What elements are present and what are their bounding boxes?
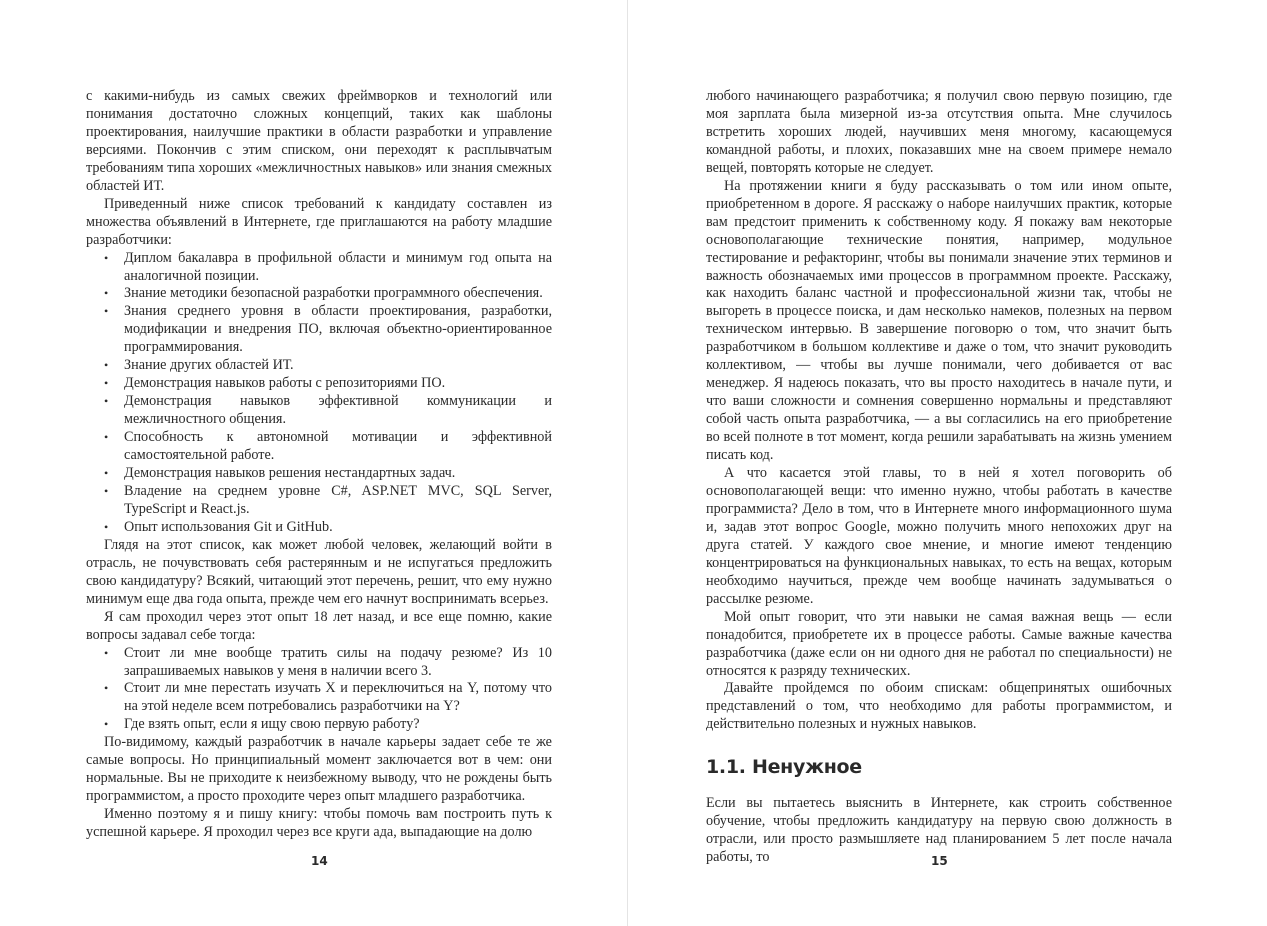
paragraph: с какими-нибудь из самых свежих фреймворков и технологий или понимания достаточно сложных концепций, таких как шаблоны проектирования, наилучшие практики в области разработки и управление версиями. Покончив с этим списком, они переходят к расплывчатым требованиям типа хороших «межличностных навыков» или знания смежных областей ИТ. — [86, 88, 552, 194]
paragraph: Глядя на этот список, как может любой человек, желающий войти в отрасль, не почувствовать себя растерянным и не испугаться предложить свою кандидатуру? Всякий, читающий этот перечень, решит, что ему нужно минимум еще два года опыта, прежде чем его начнут воспринимать всерьез. — [86, 536, 552, 607]
left-page — [0, 0, 628, 926]
list-item: • Владение на среднем уровне C#, ASP.NET MVC, SQL Server, TypeScript и React.js. — [124, 483, 552, 519]
list-item: • Знания среднего уровня в области проектирования, разработки, модификации и внедрения ПО, включая объектно-ориентированное программирования. — [124, 303, 552, 357]
paragraph: Давайте пройдемся по обоим спискам: общепринятых ошибочных представлений о том, что необходимо для работы программистом, и действительно полезных и нужных навыков. — [706, 680, 1172, 733]
page-number: 14 — [311, 854, 328, 868]
questions-list — [86, 645, 552, 735]
paragraph: Именно поэтому я и пишу книгу: чтобы помочь вам построить путь к успешной карьере. Я проходил через все круги ада, выпадающие на долю — [86, 806, 552, 841]
list-item: • Стоит ли мне вообще тратить силы на подачу резюме? Из 10 запрашиваемых навыков у меня в наличии всего 3. — [124, 645, 552, 681]
paragraph: Я сам проходил через этот опыт 18 лет назад, и все еще помню, какие вопросы задавал себе тогда: — [86, 608, 552, 643]
paragraph: Мой опыт говорит, что эти навыки не самая важная вещь — если понадобится, приобретете их в процессе работы. Самые важные качества разработчика (даже если он ни одного дня не работал по специальности) не относятся к разряду технических. — [706, 608, 1172, 679]
paragraph: Если вы пытаетесь выяснить в Интернете, как строить собственное обучение, чтобы предложить кандидатуру на первую свою должность в отрасли, или просто размышляете над планированием 5 лет после начала работы, то — [706, 795, 1172, 866]
list-item: • Знание других областей ИТ. — [124, 357, 552, 375]
list-item: • Диплом бакалавра в профильной области и минимум год опыта на аналогичной позиции. — [124, 250, 552, 286]
list-item: • Где взять опыт, если я ищу свою первую работу? — [124, 716, 552, 734]
paragraph: А что касается этой главы, то в ней я хотел поговорить об основополагающей вещи: что именно нужно, чтобы работать в качестве программиста? Дело в том, что в Интернете много информационного шума и, задав этот вопрос Google, можно получить много непохожих друг на друга статей. У каждого свое мнение, и многие имеют тенденцию концентрироваться на функциональных навыках, то есть на вещах, которым необходимо научиться, прежде чем вообще начинать задумываться о рассылке резюме. — [706, 465, 1172, 607]
paragraph: любого начинающего разработчика; я получил свою первую позицию, где моя зарплата была мизерной из-за отсутствия опыта. Мне случилось встретить хороших людей, научивших меня многому, касающемуся командной работы, и плохих, показавших мне на своем примере немало вещей, повторять которые не следует. — [706, 88, 1172, 176]
list-item: • Знание методики безопасной разработки программного обеспечения. — [124, 285, 552, 303]
page-gutter-divider — [627, 0, 628, 926]
requirements-list — [86, 250, 552, 537]
list-item: • Демонстрация навыков работы с репозиториями ПО. — [124, 375, 552, 393]
list-item: • Демонстрация навыков решения нестандартных задач. — [124, 465, 552, 483]
paragraph: На протяжении книги я буду рассказывать о том или ином опыте, приобретенном в дороге. Я расскажу о наборе наилучших практик, которые вам предстоит применить к собственному коду. Я покажу вам некоторые основополагающие технические понятия, например, модульное тестирование и рефакторинг, чтобы вы понимали значение этих терминов и важность обозначаемых ими процессов в программном проекте. Расскажу, как находить баланс частной и профессиональной жизни так, чтобы не выгореть в процессе поиска, и дам несколько намеков, полезных на первом техническом интервью. В завершение поговорю о том, что значит быть разработчиком в большом коллективе и даже о том, что значит руководить коллективом, — чтобы вы лучше понимали, чего добивается от вас менеджер. Я надеюсь показать, что вы просто находитесь в начале пути, и что ваши сложности и сомнения совершенно нормальны и представляют собой часть опыта разработчика, — а вы согласились на его приобретение во всей полноте в тот момент, когда решили зарабатывать на жизнь умением писать код. — [706, 177, 1172, 464]
list-item: • Стоит ли мне перестать изучать X и переключиться на Y, потому что на этой неделе всем потребовались разработчики на Y? — [124, 680, 552, 716]
right-page-body — [706, 88, 1172, 867]
paragraph: По-видимому, каждый разработчик в начале карьеры задает себе те же самые вопросы. Но принципиальный момент заключается вот в чем: они нормальные. Вы не приходите к неизбежному выводу, что не рождены быть программистом, а просто проходите через опыт младшего разработчика. — [86, 734, 552, 805]
right-page — [629, 0, 1267, 926]
page-number: 15 — [931, 854, 948, 868]
list-item: • Демонстрация навыков эффективной коммуникации и межличностного общения. — [124, 393, 552, 429]
paragraph: Приведенный ниже список требований к кандидату составлен из множества объявлений в Интернете, где приглашаются на работу младшие разработчики: — [86, 195, 552, 248]
list-item: • Способность к автономной мотивации и эффективной самостоятельной работе. — [124, 429, 552, 465]
section-heading: 1.1. Ненужное — [706, 756, 862, 779]
list-item: • Опыт использования Git и GitHub. — [124, 519, 552, 537]
left-page-body — [86, 88, 552, 842]
